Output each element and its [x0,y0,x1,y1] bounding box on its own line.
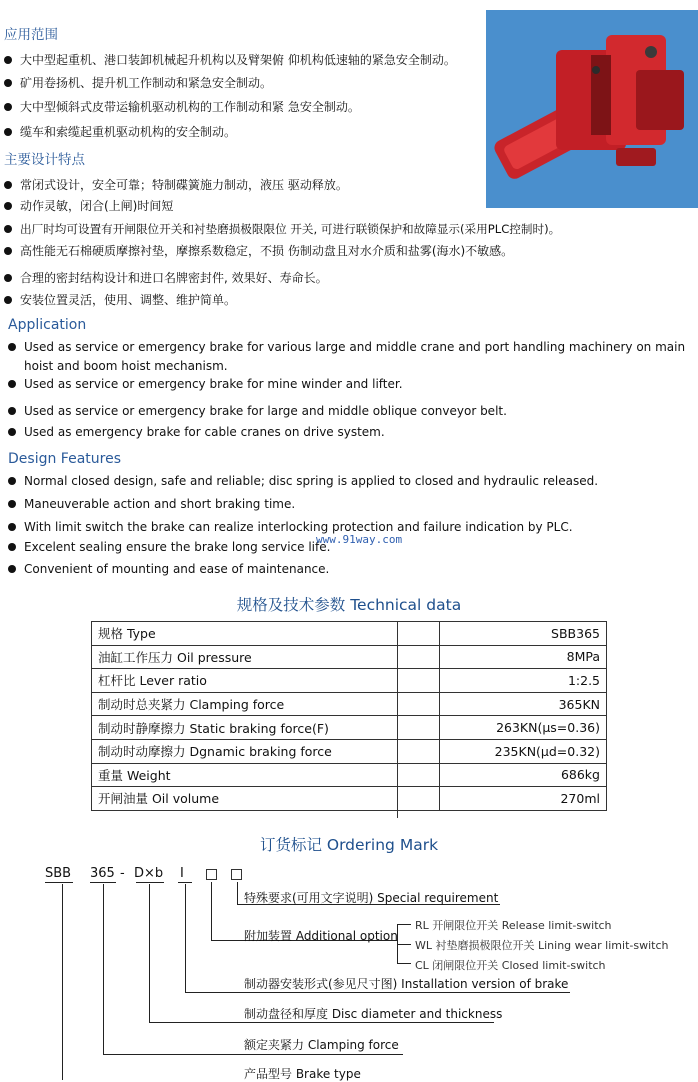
code-box-additional [206,869,217,880]
option-rl: RL 开闸限位开关 Release limit-switch [415,919,612,932]
list-item: 高性能无石棉硬质摩擦衬垫，摩擦系数稳定，不损 伤制动盘且对水介质和盐雾(海水)不敏感。 [4,244,513,258]
spec-label: 油缸工作压力 Oil pressure [92,645,440,669]
brake-illustration [486,10,698,208]
list-item: 合理的密封结构设计和进口名牌密封件, 效果好、寿命长。 [4,271,328,285]
ordering-mark-title: 订货标记 Ordering Mark [259,836,439,854]
bullet-icon [4,296,12,304]
list-item: Excelent sealing ensure the brake long service life. [8,540,330,555]
code-dash: - [120,866,125,881]
watermark-url: www.91way.com [316,533,403,546]
underline [90,882,116,883]
list-item: Normal closed design, safe and reliable; disc spring is applied to closed and hydraulic released. [8,474,598,489]
list-item: Used as service or emergency brake for mine winder and lifter. [8,377,403,392]
list-item: 安装位置灵活，使用、调整、维护简单。 [4,293,236,307]
table-row [92,739,607,763]
code-sbb: SBB [45,866,72,881]
table-row [92,763,607,787]
bracket-line [397,963,411,964]
leader-line [103,884,104,1054]
list-item: 大中型倾斜式皮带运输机驱动机构的工作制动和紧 急安全制动。 [4,100,360,114]
brake-product-photo [486,10,698,208]
underline [45,882,73,883]
table-row [92,692,607,716]
underline [178,882,192,883]
table-row [92,645,607,669]
leader-line [149,1022,494,1023]
bullet-icon [8,500,16,508]
list-item: 动作灵敏，闭合(上闸)时间短 [4,199,173,213]
list-item: 大中型起重机、港口装卸机械起升机构以及臂架俯 仰机构低速轴的紧急安全制动。 [4,53,456,67]
bullet-icon [8,523,16,531]
label-clamping-force: 额定夹紧力 Clamping force [244,1038,399,1052]
list-item: Maneuverable action and short braking time. [8,497,295,512]
spec-value: 8MPa [440,645,607,669]
label-brake-type: 产品型号 Brake type [244,1067,361,1081]
list-item: Used as service or emergency brake for large and middle oblique conveyor belt. [8,404,507,419]
bullet-icon [8,407,16,415]
spec-label: 规格 Type [92,622,440,646]
underline [136,882,164,883]
heading-application-en: Application [8,317,87,333]
spec-label: 制动时总夹紧力 Clamping force [92,692,440,716]
label-installation-version: 制动器安装形式(参见尺寸图) Installation version of brake [244,977,569,991]
spec-label: 开闸油量 Oil volume [92,787,440,811]
spec-value: SBB365 [440,622,607,646]
option-wl: WL 衬垫磨损极限位开关 Lining wear limit-switch [415,939,669,952]
list-item: 矿用卷扬机、提升机工作制动和紧急安全制动。 [4,76,272,90]
spec-value: 365KN [440,692,607,716]
label-special-requirement: 特殊要求(可用文字说明) Special requirement [244,891,499,905]
bullet-icon [4,79,12,87]
technical-data-table [91,621,607,811]
spec-label: 重量 Weight [92,763,440,787]
leader-line [185,884,186,992]
table-row [92,622,607,646]
leader-line [62,884,63,1080]
bullet-icon [8,543,16,551]
spec-label: 杠杆比 Lever ratio [92,669,440,693]
heading-design-en: Design Features [8,451,121,467]
spec-value: 686kg [440,763,607,787]
bullet-icon [8,343,16,351]
bullet-icon [4,274,12,282]
table-row [92,787,607,811]
bullet-icon [4,56,12,64]
technical-data-title: 规格及技术参数 Technical data [236,596,462,614]
list-item: Used as emergency brake for cable cranes on drive system. [8,425,385,440]
spec-value: 1:2.5 [440,669,607,693]
code-365: 365 [90,866,115,881]
leader-line [149,884,150,1022]
bracket-line [397,924,411,925]
spec-value: 270ml [440,787,607,811]
list-item: 常闭式设计，安全可靠；特制碟簧施力制动，液压 驱动释放。 [4,178,348,192]
leader-line [185,992,570,993]
label-disc-diameter: 制动盘径和厚度 Disc diameter and thickness [244,1007,503,1021]
table-row [92,669,607,693]
list-item: Convenient of mounting and ease of maintenance. [8,562,329,577]
leader-line [103,1054,403,1055]
list-item-continuation: hoist and boom hoist mechanism. [24,359,228,373]
bullet-icon [4,128,12,136]
list-item: 出厂时均可设置有开闸限位开关和衬垫磨损极限限位 开关, 可进行联锁保护和故障显示(采用PLC控制时)。 [4,222,560,236]
bullet-icon [4,202,12,210]
bullet-icon [8,477,16,485]
list-item: Used as service or emergency brake for various large and middle crane and port handling machinery on main [8,340,685,355]
bullet-icon [4,181,12,189]
label-additional-option: 附加装置 Additional option [244,929,398,943]
bullet-icon [4,103,12,111]
leader-line [211,882,212,940]
table-row [92,716,607,740]
code-box-special [231,869,242,880]
spec-value: 263KN(μs=0.36) [440,716,607,740]
spec-label: 制动时静摩擦力 Static braking force(F) [92,716,440,740]
spec-label: 制动时动摩擦力 Dgnamic braking force [92,739,440,763]
heading-design-cn: 主要设计特点 [4,152,85,168]
spec-value: 235KN(μd=0.32) [440,739,607,763]
bullet-icon [8,565,16,573]
heading-application-cn: 应用范围 [4,27,58,43]
code-i: I [180,866,184,881]
code-dxb: D×b [134,866,164,881]
option-cl: CL 闭闸限位开关 Closed limit-switch [415,959,606,972]
bullet-icon [8,380,16,388]
list-item: 缆车和索缆起重机驱动机构的安全制动。 [4,125,236,139]
bullet-icon [4,247,12,255]
bracket-line [397,944,411,945]
bullet-icon [8,428,16,436]
bullet-icon [4,225,12,233]
table-column-divider [397,621,398,818]
list-item: With limit switch the brake can realize interlocking protection and failure indication by PLC. [8,520,573,535]
leader-line [237,882,238,904]
